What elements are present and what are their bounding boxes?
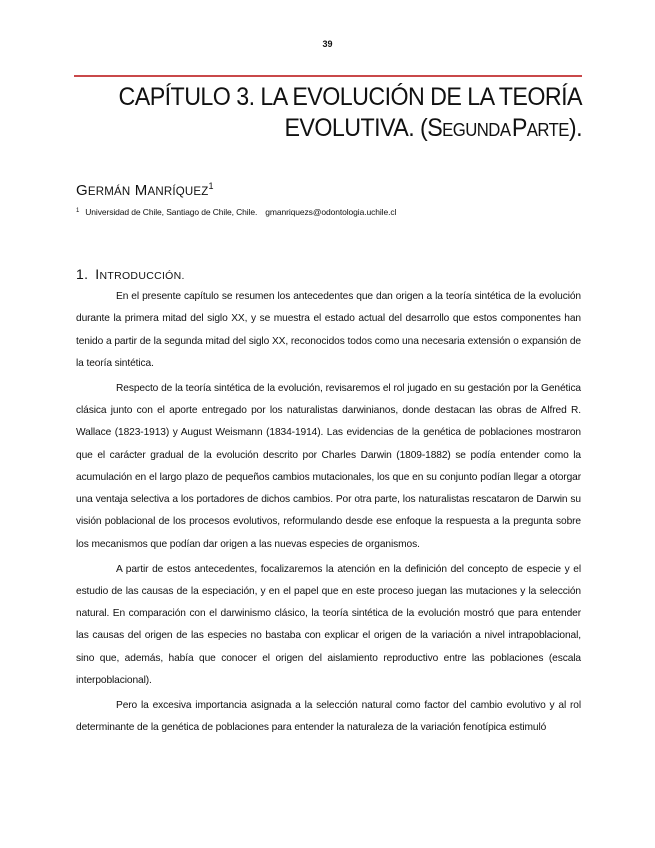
section-heading: [76, 266, 185, 282]
chapter-title-line-1: CAPÍTULO 3. LA EVOLUCIÓN DE LA TEORÍA: [118, 83, 582, 111]
page-number: 39: [322, 39, 333, 49]
paragraph: En el presente capítulo se resumen los antecedentes que dan origen a la teoría sintética de la evolución durante la primera mitad del siglo XX, y se muestra el estado actual del desarrollo que estos componentes han tenido a partir de la segunda mitad del siglo XX, reconocidos todos como una necesaria extensión o expansión de la teoría sintética.: [76, 291, 581, 369]
chapter-title: [117, 82, 582, 146]
chapter-title-p-rest: ARTE: [526, 120, 569, 140]
affiliation-institution: Universidad de Chile, Santiago de Chile, Chile.: [85, 207, 258, 217]
section-title-rest: NTRODUCCIÓN.: [99, 270, 185, 282]
title-divider: [74, 75, 582, 77]
author-last-cap: M: [134, 182, 148, 199]
author-last-rest: ANRÍQUEZ: [147, 186, 209, 198]
paragraph: Pero la excesiva importancia asignada a la selección natural como factor del cambio evolutivo y al rol determinante de la genética de poblaciones para entender la naturaleza de la variación fenotípica estimuló: [76, 699, 581, 734]
author-footnote-marker: 1: [208, 181, 214, 191]
author-first-rest: ERMÁN: [87, 186, 131, 198]
chapter-title-text: EVOLUTIVA. (: [284, 114, 428, 142]
paragraph: Respecto de la teoría sintética de la evolución, revisaremos el rol jugado en su gestación por la Genética clásica junto con el aporte entregado por los naturalistas darwinianos, donde destacan las obras de Alfred R. Wallace (1823-1913) y August Weismann (1834-1914). Las evidencias de la genética de poblaciones mostraron que el carácter gradual de la evolución descrito por Charles Darwin (1809-1882) se podía entender como la acumulación en el largo plazo de pequeños cambios mutacionales, los que en su conjunto podían llegar a otorgar una ventaja selectiva a los portadores de dichos cambios. Por otra parte, los naturalistas rescataron de Darwin su visión poblacional de los procesos evolutivos, reformulando desde ese enfoque la respuesta a la pregunta sobre los mecanismos que podían dar origen a las nuevas especies de organismos.: [76, 382, 581, 550]
section-title-cap: I: [95, 266, 100, 282]
author-affiliation: [76, 207, 396, 217]
chapter-title-s-rest: EGUNDA: [442, 120, 511, 140]
paragraph: A partir de estos antecedentes, focalizaremos la atención en la definición del concepto de especie y el estudio de las causas de la especiación, y en el papel que en este proceso juegan las mutaciones y la selección natural. En comparación con el darwinismo clásico, la teoría sintética de la evolución mostró que para entender las causas del origen de las especies no bastaba con explicar el origen de la variación a nivel intrapoblacional, sino que, además, había que conocer el origen del aislamiento reproductivo entre las poblaciones (escala interpoblacional).: [76, 563, 581, 687]
author-first-cap: G: [76, 182, 88, 199]
body-text: [76, 286, 581, 742]
chapter-title-line-2: [117, 113, 582, 146]
chapter-title-p-cap: P: [511, 114, 527, 142]
affiliation-marker: 1: [76, 208, 80, 214]
affiliation-email: gmanriquezs@odontologia.uchile.cl: [265, 207, 397, 217]
author-name: [76, 181, 214, 199]
section-number: 1.: [76, 266, 89, 282]
chapter-title-close: ).: [568, 114, 582, 142]
chapter-title-s-cap: S: [427, 114, 443, 142]
